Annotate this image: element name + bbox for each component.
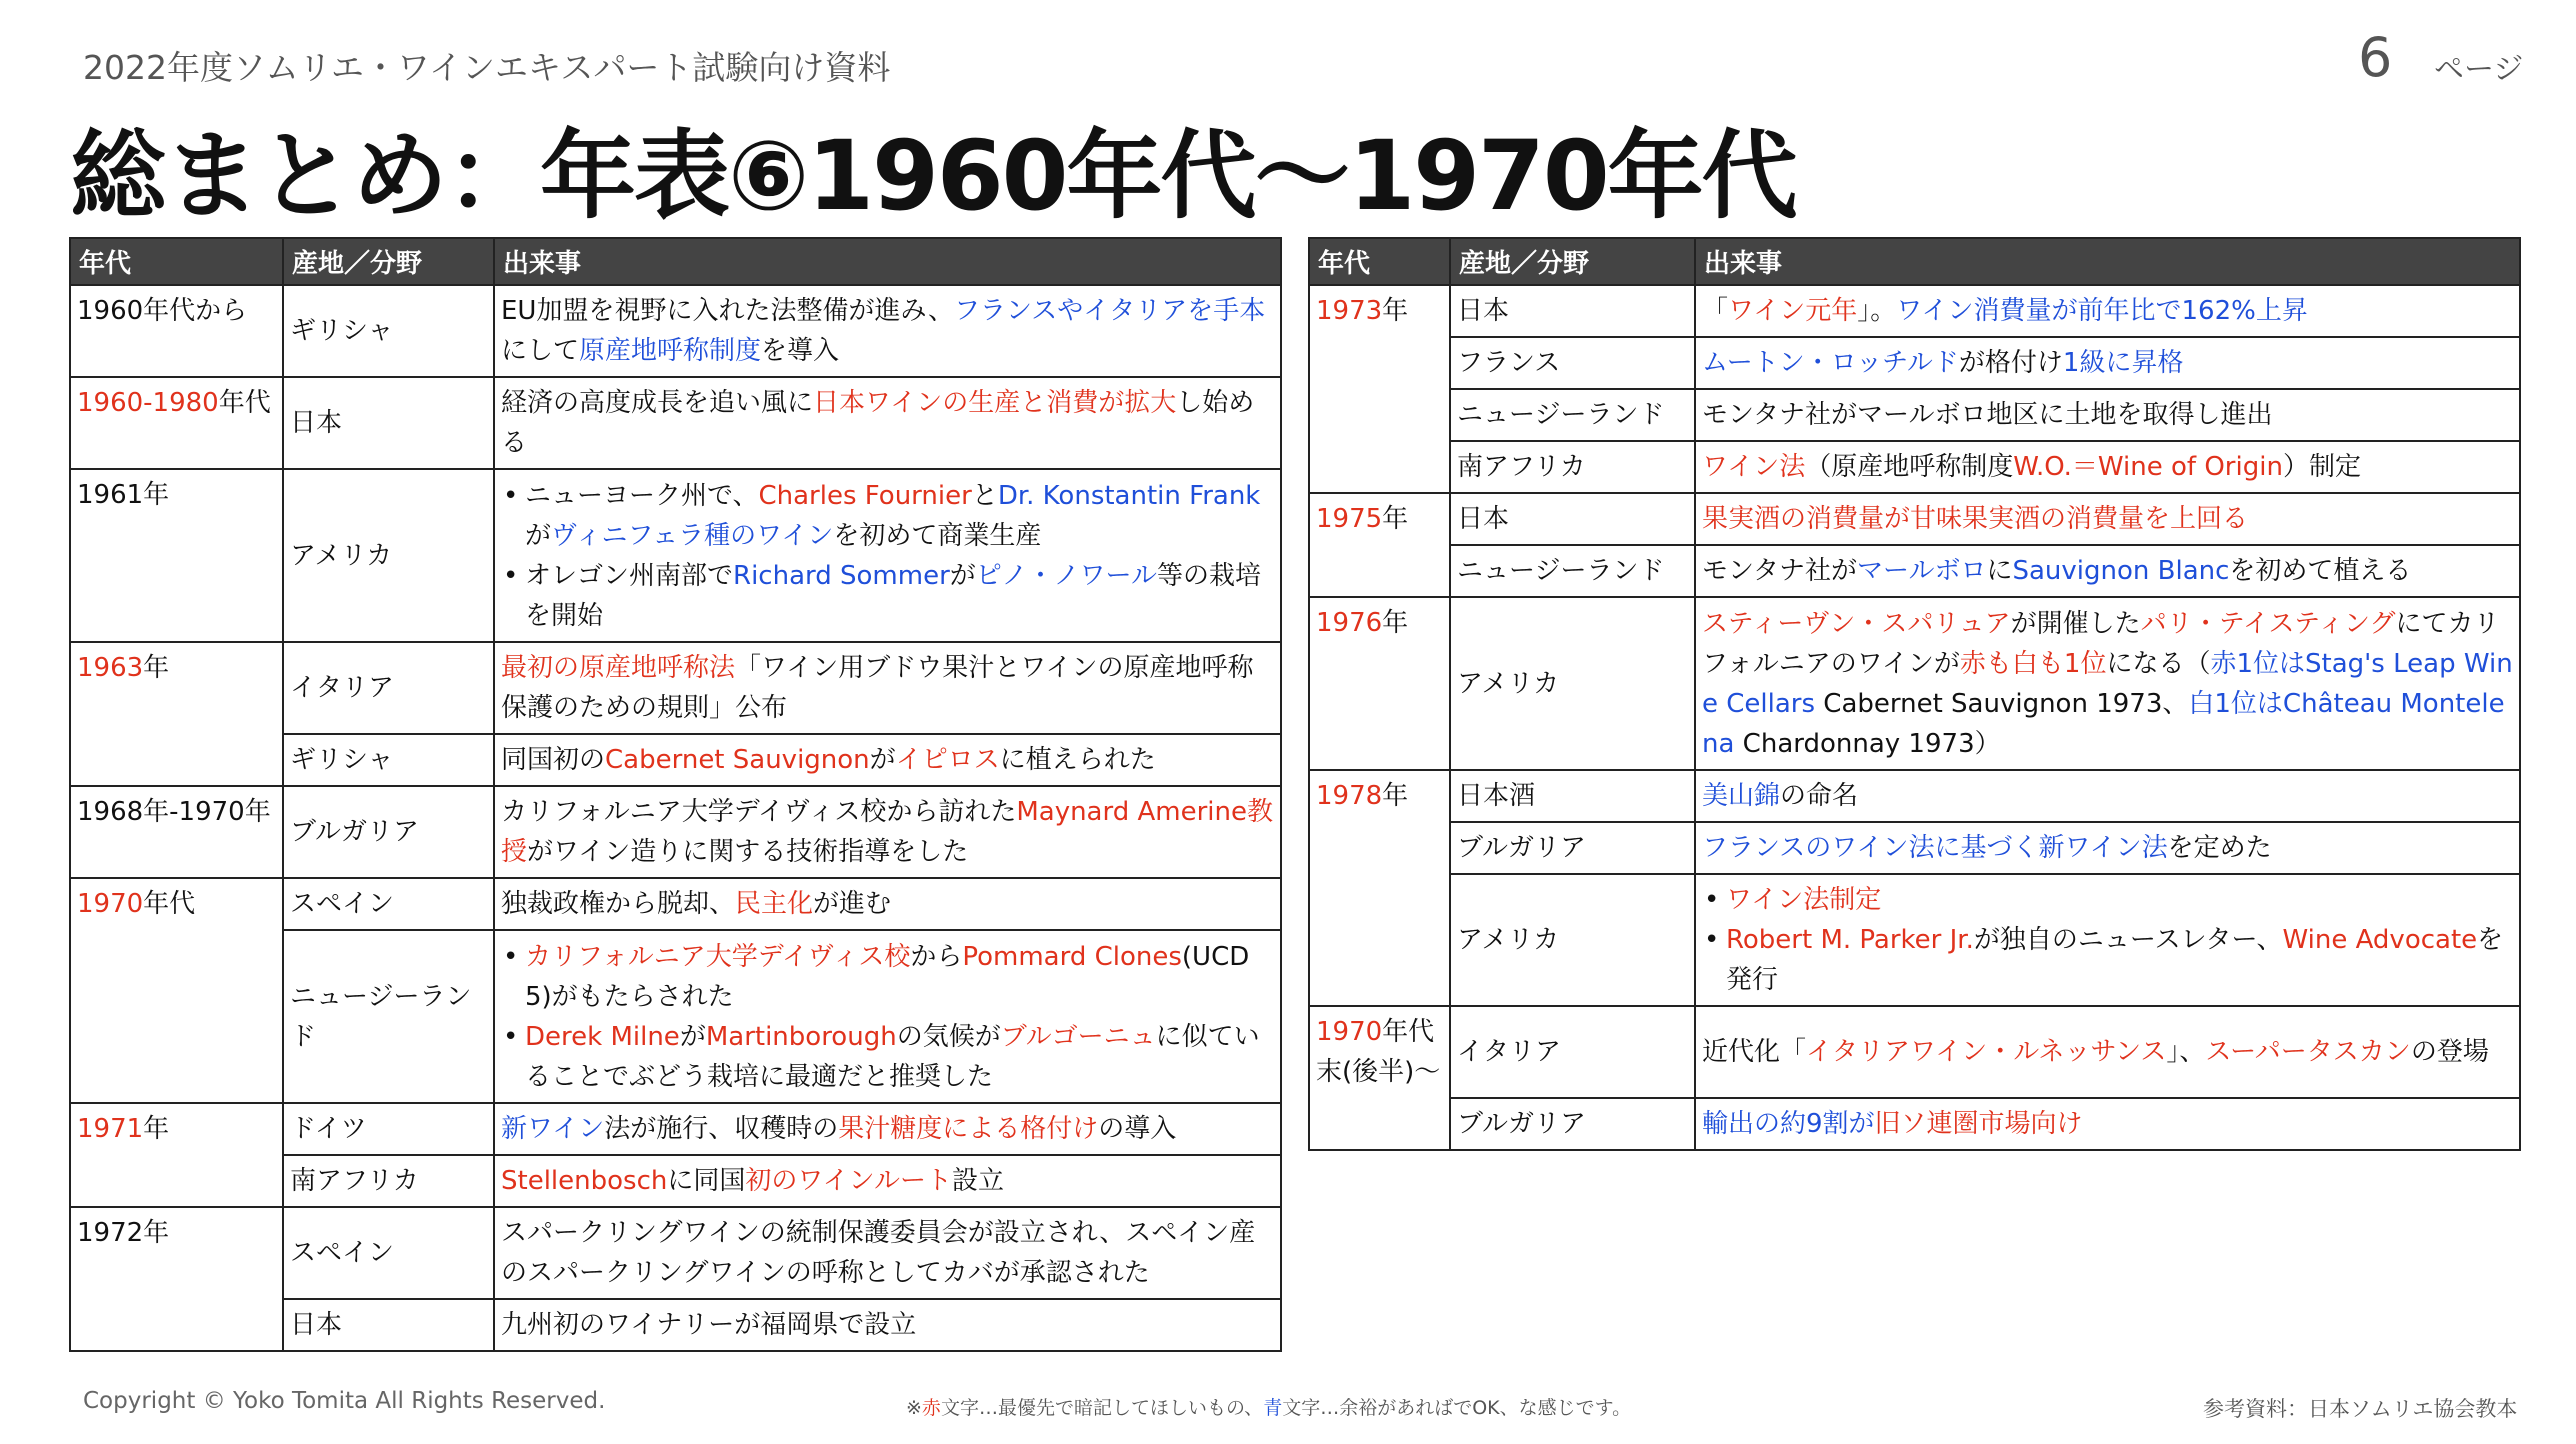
event-cell: 輸出の約9割が旧ソ連圏市場向け bbox=[1695, 1098, 2520, 1150]
year-cell: 1975年 bbox=[1309, 493, 1450, 597]
timeline-table-left bbox=[69, 237, 1282, 1352]
region-cell: アメリカ bbox=[1450, 874, 1695, 1006]
document-subtitle: 2022年度ソムリエ・ワインエキスパート試験向け資料 bbox=[83, 48, 891, 87]
table-row bbox=[1309, 441, 2520, 493]
event-cell: ワイン法（原産地呼称制度W.O.＝Wine of Origin）制定 bbox=[1695, 441, 2520, 493]
year-cell: 1978年 bbox=[1309, 770, 1450, 1006]
table-row bbox=[1309, 1098, 2520, 1150]
region-cell: イタリア bbox=[1450, 1006, 1695, 1098]
region-cell: イタリア bbox=[283, 642, 494, 734]
event-cell: 新ワイン法が施行、収穫時の果汁糖度による格付けの導入 bbox=[494, 1103, 1281, 1155]
reference-note: 参考資料：日本ソムリエ協会教本 bbox=[2203, 1397, 2518, 1421]
table-row bbox=[1309, 493, 2520, 545]
region-cell: スペイン bbox=[283, 1207, 494, 1299]
region-cell: ギリシャ bbox=[283, 734, 494, 786]
region-cell: ニュージーランド bbox=[1450, 545, 1695, 597]
table-row bbox=[70, 377, 1281, 469]
region-cell: ブルガリア bbox=[1450, 822, 1695, 874]
event-cell: モンタナ社がマールボロ地区に土地を取得し進出 bbox=[1695, 389, 2520, 441]
table-row bbox=[1309, 1006, 2520, 1098]
region-cell: 日本酒 bbox=[1450, 770, 1695, 822]
bullet-item: • オレゴン州南部でRichard Sommerがピノ・ノワール等の栽培を開始 bbox=[501, 556, 1274, 636]
bullet-item: • カリフォルニア大学デイヴィス校からPommard Clones(UCD5)がもたらされた bbox=[501, 937, 1274, 1017]
event-cell: カリフォルニア大学デイヴィス校から訪れたMaynard Amerine教授がワイン造りに関する技術指導をした bbox=[494, 786, 1281, 878]
table-row bbox=[1309, 822, 2520, 874]
event-cell: 経済の高度成長を追い風に日本ワインの生産と消費が拡大し始める bbox=[494, 377, 1281, 469]
table-row bbox=[1309, 770, 2520, 822]
table-row bbox=[1309, 597, 2520, 770]
bullet-item: • ニューヨーク州で、Charles FournierとDr. Konstantin Frankがヴィニフェラ種のワインを初めて商業生産 bbox=[501, 476, 1274, 556]
region-cell: 日本 bbox=[1450, 285, 1695, 337]
page-label: ページ bbox=[2434, 52, 2524, 87]
event-cell bbox=[1695, 874, 2520, 1006]
region-cell: ドイツ bbox=[283, 1103, 494, 1155]
event-cell: スパークリングワインの統制保護委員会が設立され、スペイン産のスパークリングワインの呼称としてカバが承認された bbox=[494, 1207, 1281, 1299]
bullet-item: • Robert M. Parker Jr.が独自のニュースレター、Wine Advocateを発行 bbox=[1702, 920, 2513, 1000]
event-cell bbox=[494, 930, 1281, 1103]
event-cell: フランスのワイン法に基づく新ワイン法を定めた bbox=[1695, 822, 2520, 874]
table-row bbox=[1309, 285, 2520, 337]
year-cell: 1971年 bbox=[70, 1103, 283, 1207]
event-cell: スティーヴン・スパリュアが開催したパリ・テイスティングにてカリフォルニアのワインが赤も白も1位になる（赤1位はStag's Leap Wine Cellars Cabernet Sauvignon 1973、白1位はChâteau Montelena Chardonnay 1973） bbox=[1695, 597, 2520, 770]
region-cell: 南アフリカ bbox=[283, 1155, 494, 1207]
copyright: Copyright © Yoko Tomita All Rights Reserved. bbox=[83, 1388, 606, 1414]
region-cell: ニュージーランド bbox=[1450, 389, 1695, 441]
col-region-header: 産地／分野 bbox=[1450, 238, 1695, 285]
table-row bbox=[1309, 874, 2520, 1006]
table-row bbox=[70, 786, 1281, 878]
event-cell: 美山錦の命名 bbox=[1695, 770, 2520, 822]
year-cell: 1961年 bbox=[70, 469, 283, 642]
event-cell: 九州初のワイナリーが福岡県で設立 bbox=[494, 1299, 1281, 1351]
event-cell: Stellenboschに同国初のワインルート設立 bbox=[494, 1155, 1281, 1207]
table-row bbox=[70, 285, 1281, 377]
region-cell: アメリカ bbox=[1450, 597, 1695, 770]
bullet-item: • ワイン法制定 bbox=[1702, 880, 2513, 920]
col-event-header: 出来事 bbox=[494, 238, 1281, 285]
col-year-header: 年代 bbox=[70, 238, 283, 285]
year-cell: 1960-1980年代 bbox=[70, 377, 283, 469]
region-cell: ニュージーランド bbox=[283, 930, 494, 1103]
bullet-item: • Derek MilneがMartinboroughの気候がブルゴーニュに似ていることでぶどう栽培に最適だと推奨した bbox=[501, 1017, 1274, 1097]
table-row bbox=[70, 1207, 1281, 1299]
year-cell: 1976年 bbox=[1309, 597, 1450, 770]
color-legend-note: ※赤文字…最優先で暗記してほしいもの、青文字…余裕があればでOK、な感じです。 bbox=[906, 1397, 1632, 1419]
event-cell: 独裁政権から脱却、民主化が進む bbox=[494, 878, 1281, 930]
region-cell: 日本 bbox=[283, 1299, 494, 1351]
table-row bbox=[70, 1103, 1281, 1155]
event-cell: 果実酒の消費量が甘味果実酒の消費量を上回る bbox=[1695, 493, 2520, 545]
event-cell: モンタナ社がマールボロにSauvignon Blancを初めて植える bbox=[1695, 545, 2520, 597]
event-cell: 「ワイン元年」。ワイン消費量が前年比で162%上昇 bbox=[1695, 285, 2520, 337]
region-cell: アメリカ bbox=[283, 469, 494, 642]
year-cell: 1972年 bbox=[70, 1207, 283, 1351]
table-row bbox=[1309, 389, 2520, 441]
event-cell bbox=[494, 469, 1281, 642]
table-row bbox=[1309, 337, 2520, 389]
event-cell: 最初の原産地呼称法「ワイン用ブドウ果汁とワインの原産地呼称保護のための規則」公布 bbox=[494, 642, 1281, 734]
table-row bbox=[70, 469, 1281, 642]
table-header-row bbox=[1309, 238, 2520, 285]
event-cell: 同国初のCabernet Sauvignonがイピロスに植えられた bbox=[494, 734, 1281, 786]
event-cell: EU加盟を視野に入れた法整備が進み、フランスやイタリアを手本にして原産地呼称制度を導入 bbox=[494, 285, 1281, 377]
year-cell: 1970年代 bbox=[70, 878, 283, 1103]
year-cell: 1973年 bbox=[1309, 285, 1450, 493]
col-event-header: 出来事 bbox=[1695, 238, 2520, 285]
year-cell: 1963年 bbox=[70, 642, 283, 786]
region-cell: ブルガリア bbox=[283, 786, 494, 878]
year-cell: 1960年代から bbox=[70, 285, 283, 377]
table-row bbox=[70, 878, 1281, 930]
region-cell: フランス bbox=[1450, 337, 1695, 389]
event-cell: 近代化「イタリアワイン・ルネッサンス」、スーパータスカンの登場 bbox=[1695, 1006, 2520, 1098]
region-cell: スペイン bbox=[283, 878, 494, 930]
col-year-header: 年代 bbox=[1309, 238, 1450, 285]
region-cell: ギリシャ bbox=[283, 285, 494, 377]
table-header-row bbox=[70, 238, 1281, 285]
page-title: 総まとめ：年表⑥1960年代〜1970年代 bbox=[70, 120, 1796, 232]
table-row bbox=[1309, 545, 2520, 597]
col-region-header: 産地／分野 bbox=[283, 238, 494, 285]
region-cell: ブルガリア bbox=[1450, 1098, 1695, 1150]
region-cell: 日本 bbox=[283, 377, 494, 469]
timeline-table-right bbox=[1308, 237, 2521, 1151]
region-cell: 南アフリカ bbox=[1450, 441, 1695, 493]
region-cell: 日本 bbox=[1450, 493, 1695, 545]
table-row bbox=[70, 642, 1281, 734]
year-cell: 1970年代末(後半)〜 bbox=[1309, 1006, 1450, 1150]
page-number: 6 bbox=[2358, 26, 2393, 89]
year-cell: 1968年-1970年 bbox=[70, 786, 283, 878]
event-cell: ムートン・ロッチルドが格付け1級に昇格 bbox=[1695, 337, 2520, 389]
